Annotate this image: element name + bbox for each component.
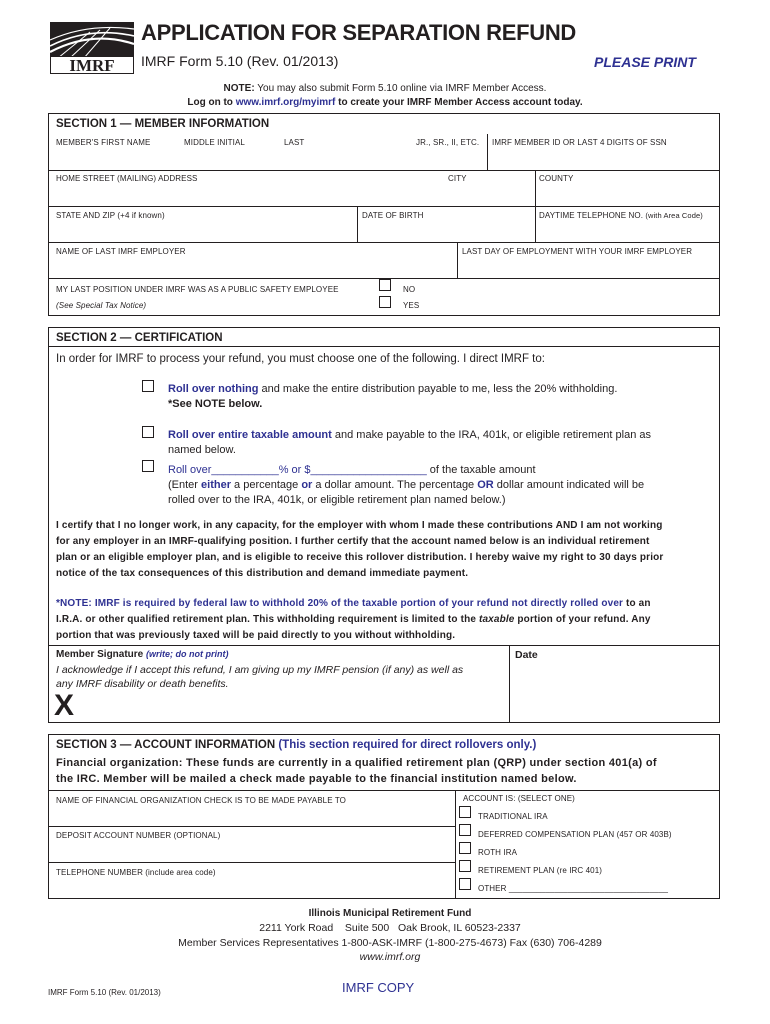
last-name-label: LAST: [284, 138, 305, 147]
public-safety-yes-checkbox[interactable]: [379, 296, 391, 308]
deferred-comp-label: DEFERRED COMPENSATION PLAN (457 OR 403B): [478, 830, 672, 839]
signature-field[interactable]: [88, 692, 504, 720]
retirement-plan-checkbox[interactable]: [459, 860, 471, 872]
member-access-link[interactable]: www.imrf.org/myimrf: [235, 97, 336, 108]
retirement-plan-label: RETIREMENT PLAN (re IRC 401): [478, 866, 603, 875]
signature-acknowledgement: I acknowledge if I accept this refund, I am giving up my IMRF pension (if any) as well as any IMRF disability or death benefits.: [56, 664, 464, 690]
option-roll-nothing-checkbox[interactable]: [142, 380, 154, 392]
other-label: OTHER ___________________________________: [478, 884, 669, 893]
org-name-field[interactable]: [50, 806, 452, 824]
city-label: CITY: [448, 174, 467, 183]
option-roll-entire-checkbox[interactable]: [142, 426, 154, 438]
footer-org: Illinois Municipal Retirement Fund: [308, 908, 472, 919]
deposit-account-field[interactable]: [50, 842, 452, 860]
first-name-label: MEMBER'S FIRST NAME: [56, 138, 151, 147]
sunburst-logo-icon: [50, 22, 134, 58]
public-safety-label: MY LAST POSITION UNDER IMRF WAS AS A PUBLIC SAFETY EMPLOYEE: [56, 285, 339, 294]
other-checkbox[interactable]: [459, 878, 471, 890]
deferred-comp-checkbox[interactable]: [459, 824, 471, 836]
login-line: Log on to www.imrf.org/myimrf to create your IMRF Member Access account today.: [187, 97, 583, 108]
public-safety-no-checkbox[interactable]: [379, 279, 391, 291]
form-number: IMRF Form 5.10 (Rev. 01/2013): [141, 53, 339, 69]
roth-ira-checkbox[interactable]: [459, 842, 471, 854]
withholding-note: *NOTE: IMRF is required by federal law to withhold 20% of the taxable portion of your refund not directly rolled over to an I.R.A. or other qualified retirement plan. This withholding requirement is limited to the taxable portion of your refund. Any portion that was previously taxed will be paid directly to you without withholding.: [56, 598, 651, 641]
option-roll-partial-checkbox[interactable]: [142, 460, 154, 472]
last-day-label: LAST DAY OF EMPLOYMENT WITH YOUR IMRF EMPLOYER: [462, 247, 693, 256]
option-roll-nothing-text: Roll over nothing and make the entire distribution payable to me, less the 20% withholding. *See NOTE below.: [168, 383, 618, 410]
option-roll-entire-text: Roll over entire taxable amount and make payable to the IRA, 401k, or eligible retirement plan as named below.: [168, 429, 652, 456]
state-zip-field[interactable]: [50, 220, 354, 240]
roth-ira-label: ROTH IRA: [478, 848, 518, 857]
section1-title: SECTION 1 — MEMBER INFORMATION: [56, 118, 270, 130]
section3-title: SECTION 3 — ACCOUNT INFORMATION (This section required for direct rollovers only.): [56, 739, 537, 751]
please-print: PLEASE PRINT: [594, 54, 696, 70]
footer-web[interactable]: www.imrf.org: [359, 951, 421, 963]
footer-address: 2211 York Road Suite 500 Oak Brook, IL 60523-2337: [259, 922, 521, 934]
page-title: APPLICATION FOR SEPARATION REFUND: [141, 20, 576, 45]
public-safety-no-label: NO: [403, 285, 416, 294]
tax-notice-label: (See Special Tax Notice): [56, 301, 147, 310]
first-name-field[interactable]: [50, 148, 484, 168]
last-employer-label: NAME OF LAST IMRF EMPLOYER: [56, 247, 186, 256]
dob-label: DATE OF BIRTH: [362, 211, 424, 220]
option-roll-partial-text: Roll over___________% or $___________________ of the taxable amount (Enter either a percentage or a dollar amount. The percentage OR dollar amount indicated will be rolled over to the IRA, 401k, or eligible retirement plan named below.): [168, 464, 645, 506]
last-employer-field[interactable]: [50, 256, 454, 276]
date-field[interactable]: [512, 664, 718, 720]
public-safety-yes-label: YES: [403, 301, 420, 310]
footer-form-ref: IMRF Form 5.10 (Rev. 01/2013): [48, 988, 161, 997]
last-day-field[interactable]: [460, 256, 718, 276]
section2-intro: In order for IMRF to process your refund, you must choose one of the following. I direct IMRF to:: [56, 353, 545, 365]
imrf-logo: [50, 22, 134, 74]
imrf-copy-label: IMRF COPY: [342, 980, 415, 995]
logo-text: IMRF: [50, 56, 134, 74]
member-id-label: IMRF MEMBER ID OR LAST 4 DIGITS OF SSN: [492, 138, 667, 147]
phone-field[interactable]: [538, 220, 718, 240]
suffix-label: JR., SR., II, ETC.: [416, 138, 480, 147]
county-label: COUNTY: [539, 174, 574, 183]
state-zip-label: STATE AND ZIP (+4 if known): [56, 211, 165, 220]
date-label: Date: [515, 649, 538, 661]
telephone-field[interactable]: [50, 878, 452, 896]
middle-initial-label: MIDDLE INITIAL: [184, 138, 245, 147]
street-label: HOME STREET (MAILING) ADDRESS: [56, 174, 198, 183]
financial-org-text: Financial organization: These funds are currently in a qualified retirement plan (QRP) under section 401(a) of the IRC. Member will be mailed a check made payable to the financial institution named below.: [56, 757, 657, 785]
certification-text: I certify that I no longer work, in any capacity, for the employer with whom I made these contributions AND I am not working for any employer in an IMRF-qualifying position. I further certify that the account named below is an individual retirement plan or an eligible employer plan, and is eligible to receive this rollover distribution. I hereby waive my right to 30 days prior notice of the tax consequences of this distribution and demand immediate payment.: [56, 520, 664, 579]
deposit-account-label: DEPOSIT ACCOUNT NUMBER (OPTIONAL): [56, 831, 221, 840]
telephone-label: TELEPHONE NUMBER (include area code): [56, 868, 216, 877]
footer-phone: Member Services Representatives 1-800-ASK-IMRF (1-800-275-4673) Fax (630) 706-4289: [178, 937, 602, 949]
county-field[interactable]: [538, 184, 718, 204]
member-id-field[interactable]: [490, 148, 718, 168]
phone-label: DAYTIME TELEPHONE NO. (with Area Code): [539, 211, 703, 220]
street-field[interactable]: [50, 184, 532, 204]
section2-title: SECTION 2 — CERTIFICATION: [56, 332, 223, 344]
dob-field[interactable]: [360, 220, 532, 240]
traditional-ira-checkbox[interactable]: [459, 806, 471, 818]
note-line: NOTE: You may also submit Form 5.10 online via IMRF Member Access.: [223, 83, 547, 94]
account-type-label: ACCOUNT IS: (SELECT ONE): [463, 794, 575, 803]
org-name-label: NAME OF FINANCIAL ORGANIZATION CHECK IS TO BE MADE PAYABLE TO: [56, 796, 347, 805]
traditional-ira-label: TRADITIONAL IRA: [478, 812, 548, 821]
signature-label: Member Signature (write; do not print): [56, 649, 229, 660]
signature-x-mark: X: [54, 689, 75, 722]
